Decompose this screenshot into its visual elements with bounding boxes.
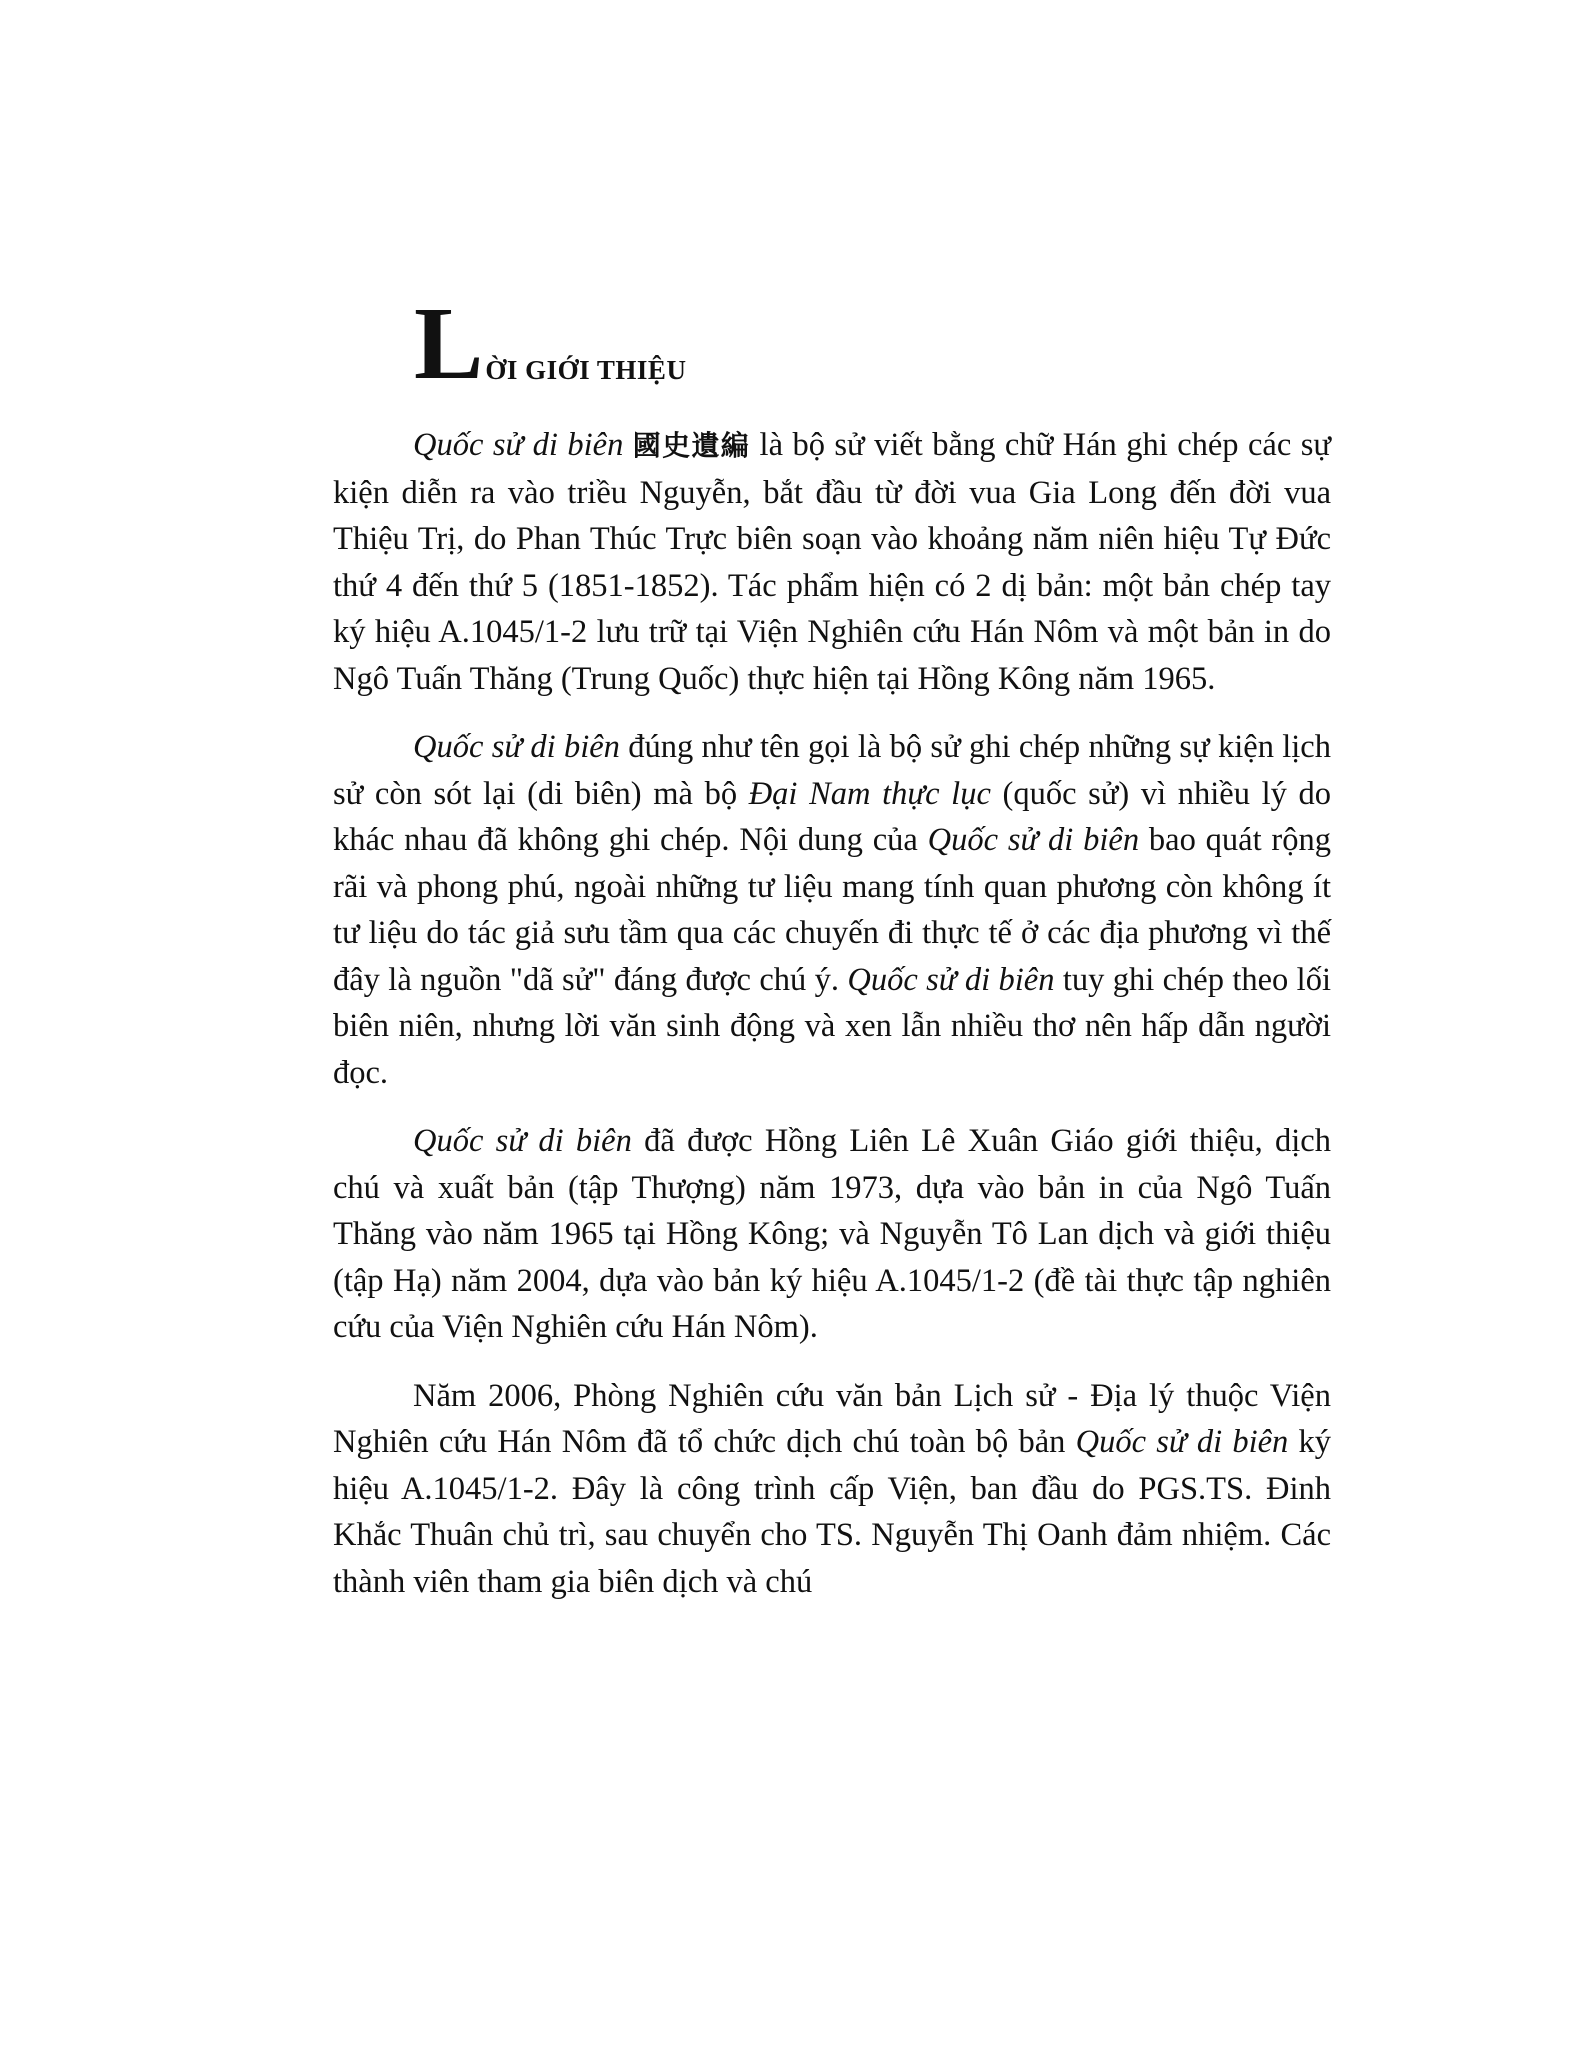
paragraph-text: tuy ghi chép theo lối biên niên, nhưng lời văn sinh động và xen lẫn nhiều thơ nên hấp dẫn người đọc. xyxy=(333,961,1331,1091)
dai-nam-title: Đại Nam thực lục xyxy=(748,775,991,812)
paragraph-4 xyxy=(333,1373,1331,1606)
paragraph-text: bao quát rộng rãi và phong phú, ngoài những tư liệu mang tính quan phương còn không ít tư liệu do tác giả sưu tầm qua các chuyến đi thực tế ở các địa phương vì thế đây là nguồn "dã sử" đáng được chú ý. xyxy=(333,822,1331,998)
work-title: Quốc sử di biên xyxy=(413,729,620,765)
paragraph-3 xyxy=(333,1118,1331,1351)
heading-text: ỜI GIỚI THIỆU xyxy=(485,355,687,385)
paragraph-text: Năm 2006, Phòng Nghiên cứu văn bản Lịch sử - Địa lý thuộc Viện Nghiên cứu Hán Nôm đã tổ chức dịch chú toàn bộ bản xyxy=(333,1377,1331,1460)
paragraph-2 xyxy=(333,724,1331,1096)
work-title: Quốc sử di biên xyxy=(413,427,624,463)
heading-drop-cap: L xyxy=(414,285,484,401)
paragraph-text: đúng như tên gọi là bộ sử ghi chép những sự kiện lịch sử còn sót lại (di biên) mà bộ xyxy=(333,729,1331,812)
paragraph-1 xyxy=(333,422,1331,702)
han-characters: 國史遺編 xyxy=(632,429,751,462)
work-title: Quốc sử di biên xyxy=(413,1123,632,1159)
paragraph-text: ký hiệu A.1045/1-2. Đây là công trình cấp Viện, ban đầu do PGS.TS. Đinh Khắc Thuân chủ trì, sau chuyển cho TS. Nguyễn Thị Oanh đảm nhiệm. Các thành viên tham gia biên dịch và chú xyxy=(333,1424,1331,1600)
section-heading xyxy=(414,285,687,401)
work-title: Quốc sử di biên xyxy=(847,961,1055,998)
body-text xyxy=(333,422,1331,1629)
work-title: Quốc sử di biên xyxy=(927,822,1140,858)
paragraph-text: là bộ sử viết bằng chữ Hán ghi chép các sự kiện diễn ra vào triều Nguyễn, bắt đầu từ đời vua Gia Long đến đời vua Thiệu Trị, do Phan Thúc Trực biên soạn vào khoảng năm niên hiệu Tự Đức thứ 4 đến thứ 5 (1851-1852). Tác phẩm hiện có 2 dị bản: một bản chép tay ký hiệu A.1045/1-2 lưu trữ tại Viện Nghiên cứu Hán Nôm và một bản in do Ngô Tuấn Thăng (Trung Quốc) thực hiện tại Hồng Kông năm 1965. xyxy=(333,427,1331,697)
paragraph-text: đã được Hồng Liên Lê Xuân Giáo giới thiệu, dịch chú và xuất bản (tập Thượng) năm 1973, dựa vào bản in của Ngô Tuấn Thăng vào năm 1965 tại Hồng Kông; và Nguyễn Tô Lan dịch và giới thiệu (tập Hạ) năm 2004, dựa vào bản ký hiệu A.1045/1-2 (đề tài thực tập nghiên cứu của Viện Nghiên cứu Hán Nôm). xyxy=(333,1123,1331,1345)
paragraph-text: (quốc sử) vì nhiều lý do khác nhau đã không ghi chép. Nội dung của xyxy=(333,775,1331,858)
work-title: Quốc sử di biên xyxy=(1075,1424,1289,1460)
